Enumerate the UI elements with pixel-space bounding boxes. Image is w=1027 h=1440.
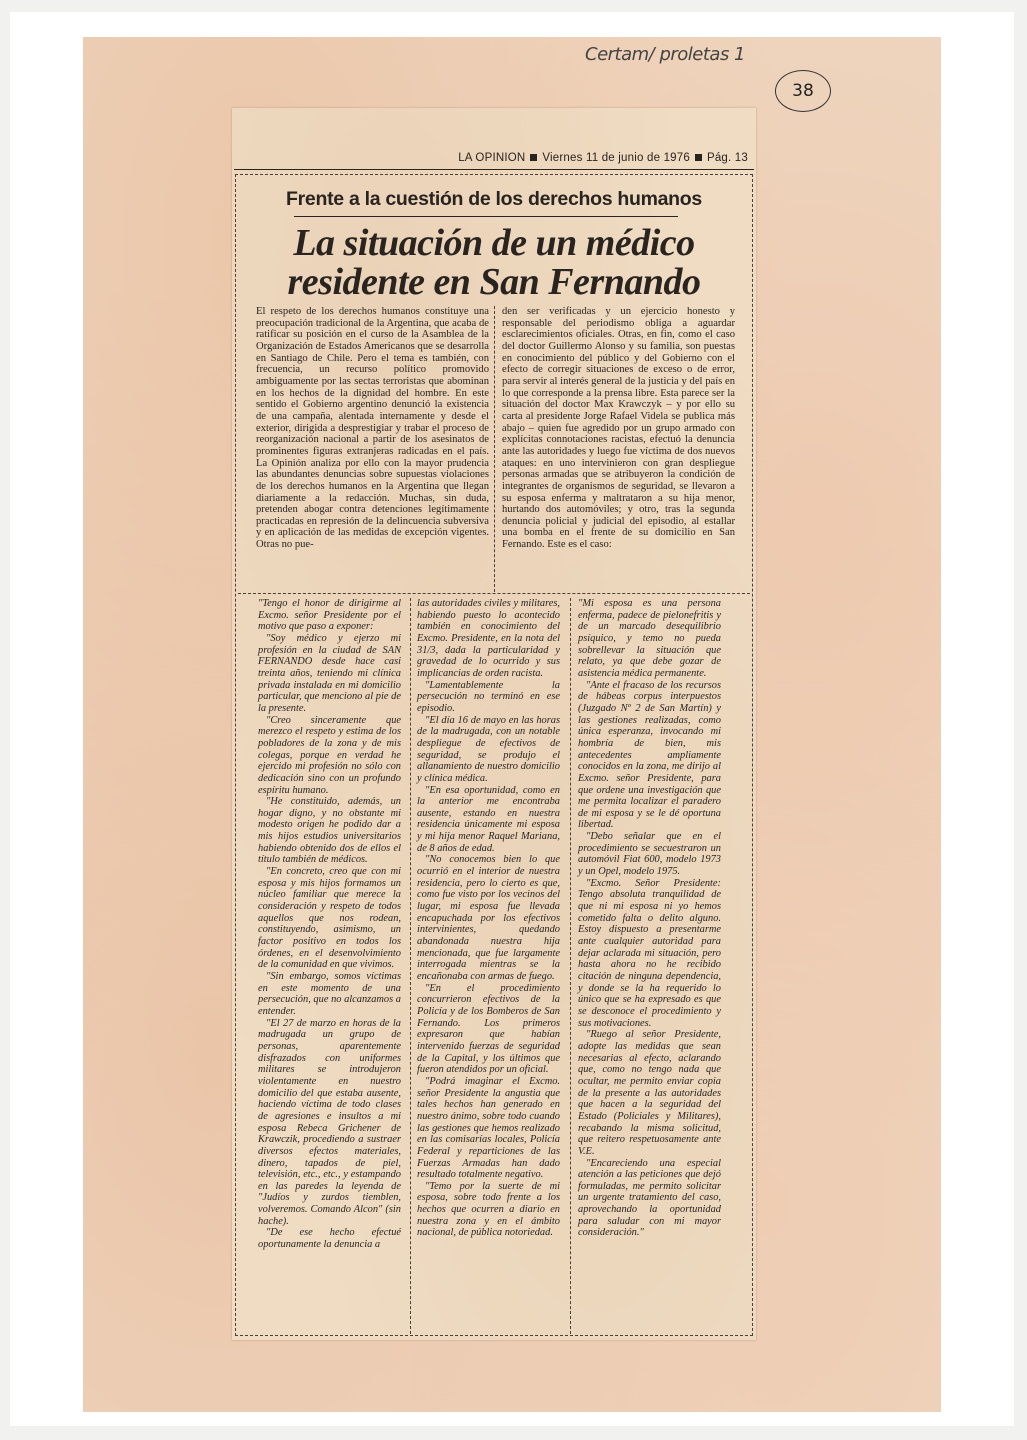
intro-column-1: El respeto de los derechos humanos constituye una preocupación tradicional de la Argentina, que acaba de ratificar su posición en el curso de la Asamblea de la Organización de Estados Americanos que se desarrolla en Santiago de Chile. Pero el tema es también, con frecuencia, un recurso político promovido ambiguamente por las sectas terroristas que abominan en los hechos de la dignidad del hombre. En este sentido el Gobierno argentino denunció la existencia de una campaña, alentada internamente y desde el exterior, dirigida a desprestigiar y trabar el proceso de reorganización nacional a partir de los asesinatos de prominentes figuras extranjeras radicadas en el país. La Opinión analiza por ello con la mayor prudencia las abundantes denuncias sobre supuestas violaciones de los derechos humanos en la Argentina que llegan diariamente a la redacción. Muchas, sin duda, pretenden abogar contra detenciones legítimamente practicadas en represión de la delincuencia subversiva y en aplicación de las medidas de excepción vigentes. Otras no pue-	[256, 306, 489, 551]
square-bullet-icon	[530, 154, 537, 161]
column-rule	[570, 598, 571, 1334]
article-headline: La situación de un médico residente en San Fernando	[287, 222, 701, 303]
masthead	[232, 152, 748, 164]
square-bullet-icon	[695, 154, 702, 161]
letter-column-3: "Mi esposa es una persona enferma, padece de pielonefritis y de un marcado desequilibrio psíquico, y temo no pueda sobrellevar la situación que relato, ya que debe gozar de asistencia médica permanente. "Ante el fracaso de los recursos de hábeas corpus interpuestos (Juzgado Nº 2 de San Martín) y las gestiones realizadas, como única esperanza, invocando mi hombría de bien, mis antecedentes ampliamente conocidos en la zona, me dirijo al Excmo. señor Presidente, para que ordene una investigación que me permita localizar el paradero de mi esposa y se le dé oportuna libertad. "Debo señalar que en el procedimiento se secuestraron un automóvil Fiat 600, modelo 1973 y un Opel, modelo 1975. "Excmo. Señor Presidente: Tengo absoluta tranquilidad de que ni mi esposa ni yo hemos cometido falta o delito alguno. Estoy dispuesto a presentarme ante cualquier autoridad para dejar aclarada mi situación, pero hasta ahora no he recibido citación de ninguna dependencia, y donde se la ha requerido lo único que se ha expresado es que se desconoce el procedimiento y sus motivaciones. "Ruego al señor Presidente, adopte las medidas que sean necesarias al efecto, aclarando que, como no tengo nada que ocultar, me permito enviar copia de la presente a las autoridades que hacen a la seguridad del Estado (Policiales y Militares), recabando la misma solicitud, que reitero respetuosamente ante V.E. "Encareciendo una especial atención a las peticiones que dejó formuladas, me permito solicitar un urgente tratamiento del caso, aprovechando la oportunidad para saludar con mi mayor consideración."	[578, 598, 721, 1239]
newspaper-clipping	[232, 108, 756, 1340]
circled-page-number: 38	[775, 70, 831, 112]
column-rule	[410, 598, 411, 1334]
section-rule	[238, 593, 750, 594]
letter-column-2: las autoridades civiles y militares, habiendo puesto lo acontecido también en conocimiento del Excmo. Presidente, en la nota del 31/3, dada la particularidad y gravedad de lo ocurrido y sus implicancias de orden racista. "Lamentablemente la persecución no terminó en ese episodio. "El día 16 de mayo en las horas de la madrugada, con un notable despliegue de efectivos de seguridad, se produjo el allanamiento de nuestro domicilio y clínica médica. "En esa oportunidad, como en la anterior me encontraba ausente, estando en nuestra residencia únicamente mi esposa y mi hija menor Raquel Mariana, de 8 años de edad. "No conocemos bien lo que ocurrió en el interior de nuestra residencia, pero lo cierto es que, como fue visto por los vecinos del lugar, mi esposa fue llevada encapuchada por los efectivos intervinientes, quedando abandonada nuestra hija mencionada, que fue largamente interrogada mientras se la encañonaba con armas de fuego. "En el procedimiento concurrieron efectivos de la Policía y de los Bomberos de San Fernando. Los primeros expresaron que habían intervenido fuerzas de seguridad de la Capital, y los últimos que fueron atendidos por un oficial. "Podrá imaginar el Excmo. señor Presidente la angustia que tales hechos han generado en nuestro ánimo, sobre todo cuando las gestiones que hemos realizado en las comisarías locales, Policía Federal y reparticiones de las Fuerzas Armadas han dado resultado totalmente negativo. "Temo por la suerte de mi esposa, sobre todo frente a los hechos que ocurren a diario en nuestra zona y en el ámbito nacional, de pública notoriedad.	[417, 598, 560, 1239]
intro-column-2: den ser verificadas y un ejercicio honesto y responsable del periodismo obliga a aguardar esclarecimientos oficiales. Otras, en fin, como el caso del doctor Guillermo Alonso y su familia, son puestas en conocimiento del público y del Gobierno con el efecto de corregir situaciones de exceso o de error, para servir al interés general de la justicia y del país en lo que corresponde a la prensa libre. Esta parece ser la situación del doctor Max Krawczyk – y por ello su carta al presidente Jorge Rafael Videla se publica más abajo – quien fue agredido por un grupo armado con explícitas connotaciones racistas, efectuó la denuncia ante las autoridades y luego fue víctima de dos nuevos ataques: en uno intervinieron con gran despliegue personas armadas que se atribuyeron la condición de integrantes de organismos de seguridad, se llevaron a su esposa enferma y maltrataron a su hija menor, hurtando dos automóviles; y otro, tras la segunda denuncia policial y judicial del episodio, al estallar una bomba en el frente de su domicilio en San Fernando. Este es el caso:	[502, 306, 735, 551]
column-rule	[494, 306, 495, 592]
letter-column-1: "Tengo el honor de dirigirme al Excmo. señor Presidente por el motivo que paso a exponer: "Soy médico y ejerzo mi profesión en la ciudad de SAN FERNANDO desde hace casi treinta años, teniendo mi clínica privada instalada en mi domicilio particular, que menciono al pie de la presente. "Creo sinceramente que merezco el respeto y estima de los pobladores de la zona y de mis colegas, porque en verdad he ejercido mi profesión no sólo con dedicación sino con un profundo espíritu humano. "He constituido, además, un hogar digno, y no obstante mi modesto origen he podido dar a mis hijos estudios universitarios habiendo obtenido dos de ellos el título también de médicos. "En concreto, creo que con mi esposa y mis hijos formamos un núcleo familiar que merece la consideración y respeto de todos aquellos que nos rodean, constituyendo, asimismo, un factor positivo en todos los órdenes, en el desenvolvimiento de la comunidad en que vivimos. "Sin embargo, somos víctimas en este momento de una persecución, que no alcanzamos a entender. "El 27 de marzo en horas de la madrugada un grupo de personas, aparentemente disfrazados con uniformes militares se introdujeron violentamente en nuestro domicilio del que estaba ausente, haciendo víctima de todo clases de agresiones e insultos a mi esposa Rebeca Grichener de Krawczik, procediendo a sustraer diversos efectos materiales, dinero, tapados de piel, televisión, etc., etc., y estampando en las paredes la leyenda de "Judíos y zurdos tiemblen, volveremos. Comando Alcon" (sin hache). "De ese hecho efectué oportunamente la denuncia a	[258, 598, 401, 1251]
masthead-rule	[234, 169, 754, 170]
masthead-page: Pág. 13	[706, 152, 748, 164]
masthead-paper: LA OPINION	[458, 152, 526, 164]
kicker-rule	[294, 216, 678, 217]
masthead-date: Viernes 11 de junio de 1976	[542, 152, 690, 164]
handwritten-annotation: Certam/ proletas 1	[585, 44, 746, 65]
article-kicker: Frente a la cuestión de los derechos humanos	[286, 188, 702, 210]
